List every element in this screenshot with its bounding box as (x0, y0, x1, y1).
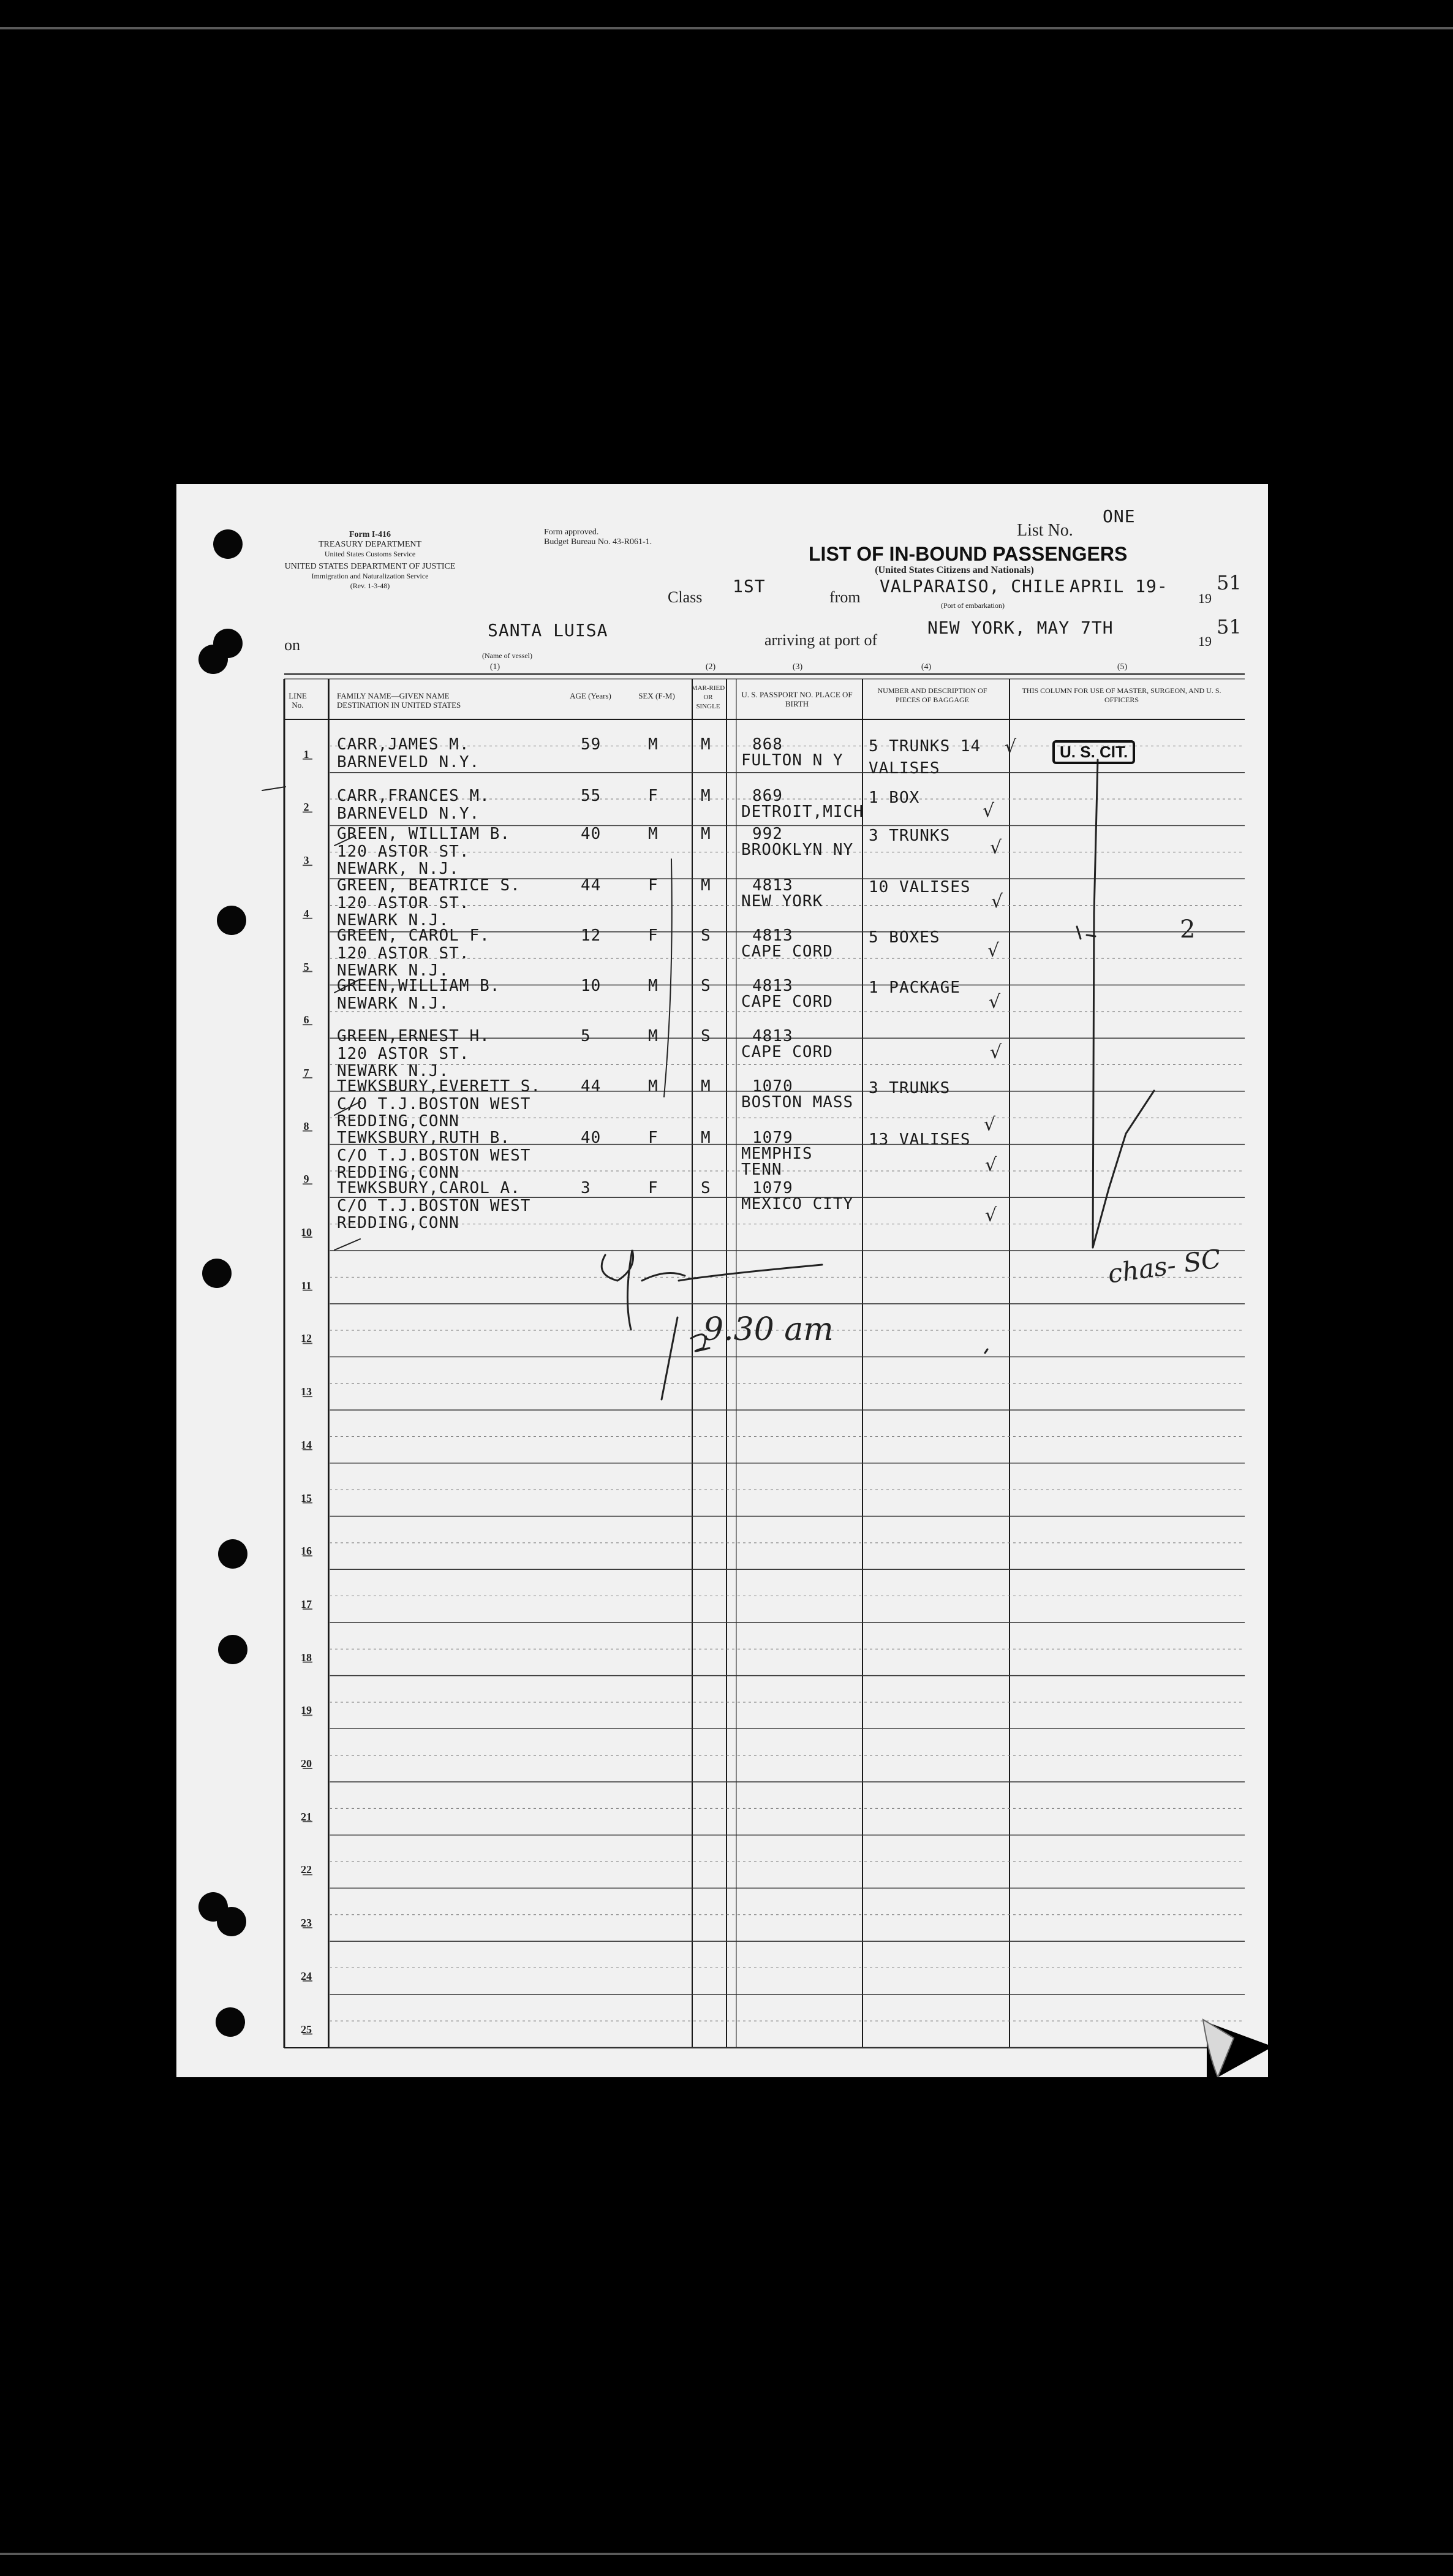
passenger-age: 12 (581, 926, 602, 945)
treasury-label: TREASURY DEPARTMENT (318, 540, 422, 549)
passport-number: 869 (752, 787, 783, 805)
passport-number: 4813 (752, 977, 793, 995)
manifest-title: LIST OF IN-BOUND PASSENGERS (809, 543, 1128, 565)
from-label: from (829, 588, 861, 606)
check-mark-icon: √ (985, 1154, 997, 1176)
line-number: 3 (303, 854, 309, 867)
passport-number: 868 (752, 735, 783, 754)
passenger-marital-status: M (701, 1077, 711, 1096)
passenger-name: GREEN,ERNEST H. (337, 1027, 490, 1045)
line-number: 14 (301, 1438, 312, 1451)
passenger-name: GREEN, CAROL F. (337, 926, 490, 945)
line-number: 20 (301, 1757, 312, 1770)
passenger-age: 10 (581, 977, 602, 995)
place-of-birth: CAPE CORD (741, 1043, 833, 1061)
passenger-destination: C/O T.J.BOSTON WEST REDDING,CONN (337, 1095, 531, 1131)
budget-bureau: Budget Bureau No. 43-R061-1. (544, 537, 652, 547)
check-mark-icon: √ (990, 837, 1002, 858)
passenger-name: TEWKSBURY,EVERETT S. (337, 1077, 542, 1096)
passenger-age: 55 (581, 787, 602, 805)
line-number: 8 (303, 1119, 309, 1132)
passenger-name: CARR,FRANCES M. (337, 787, 490, 805)
col-num-5: (5) (1117, 662, 1128, 672)
passenger-destination: C/O T.J.BOSTON WEST REDDING,CONN (337, 1197, 531, 1232)
baggage-description: 10 VALISES (869, 878, 971, 896)
line-number: 10 (301, 1226, 312, 1238)
line-number: 6 (303, 1013, 309, 1026)
place-of-birth: FULTON N Y (741, 751, 843, 770)
check-mark-icon: √ (985, 1205, 997, 1226)
header-officers: THIS COLUMN FOR USE OF MASTER, SURGEON, AND U. S. OFFICERS (1022, 686, 1221, 704)
passenger-name: CARR,JAMES M. (337, 735, 470, 754)
passport-number: 1079 (752, 1179, 793, 1197)
passenger-marital-status: S (701, 1179, 711, 1197)
line-number: 9 (303, 1173, 309, 1186)
passenger-sex: M (648, 735, 659, 754)
revision-label: (Rev. 1-3-48) (350, 581, 390, 590)
passenger-sex: M (648, 977, 659, 995)
passport-number: 1070 (752, 1077, 793, 1096)
col-num-1: (1) (489, 662, 500, 672)
port-caption: (Port of embarkation) (941, 601, 1005, 610)
passport-number: 4813 (752, 926, 793, 945)
line-number: 21 (301, 1810, 312, 1823)
page-curl (176, 484, 1268, 2077)
baggage-description: 13 VALISES (869, 1131, 971, 1149)
year-prefix-1: 19 (1198, 591, 1212, 606)
year-prefix-2: 19 (1198, 634, 1212, 649)
passenger-sex: F (648, 1179, 659, 1197)
passenger-sex: M (648, 1077, 659, 1096)
line-number: 16 (301, 1545, 312, 1558)
baggage-description: 5 BOXES (869, 928, 940, 947)
line-number: 4 (303, 907, 309, 920)
passenger-marital-status: S (701, 1027, 711, 1045)
baggage-description: 1 BOX (869, 789, 920, 807)
form-number: Form I-416 (349, 530, 391, 539)
header-age: AGE (Years) (570, 691, 611, 700)
header-sex: SEX (F-M) (638, 691, 675, 700)
check-mark-icon: √ (983, 800, 995, 822)
passport-number: 4813 (752, 876, 793, 895)
line-number: 11 (301, 1279, 312, 1292)
place-of-birth: MEXICO CITY (741, 1195, 854, 1213)
check-mark-icon: √ (1005, 737, 1017, 758)
us-citizen-stamp: U. S. CIT. (1052, 740, 1135, 764)
place-of-birth: CAPE CORD (741, 993, 833, 1011)
passenger-age: 59 (581, 735, 602, 754)
class-value: 1ST (733, 576, 766, 596)
baggage-description: 3 TRUNKS (869, 1079, 951, 1097)
check-mark-icon: √ (987, 940, 1000, 961)
passenger-destination: C/O T.J.BOSTON WEST REDDING,CONN (337, 1146, 531, 1182)
top-frame-line (0, 27, 1453, 29)
line-number: 22 (301, 1863, 312, 1876)
passenger-sex: F (648, 1129, 659, 1147)
embarkation-date: APRIL 19- (1070, 576, 1168, 596)
inspector-initials: chas- SC (1106, 1243, 1223, 1289)
embarkation-port: VALPARAISO, CHILE (880, 576, 1066, 596)
passenger-sex: F (648, 787, 659, 805)
col-num-2: (2) (705, 662, 716, 672)
year-suffix-1: 51 (1217, 571, 1242, 594)
passenger-destination: NEWARK N.J. (337, 994, 450, 1013)
customs-label: United States Customs Service (324, 550, 416, 558)
inspector-time-note: 9.30 am (703, 1311, 834, 1348)
passenger-name: GREEN, WILLIAM B. (337, 825, 511, 843)
col-num-3: (3) (792, 662, 803, 672)
line-number: 2 (303, 801, 309, 814)
place-of-birth: MEMPHIS TENN (741, 1145, 813, 1179)
passenger-age: 44 (581, 876, 602, 895)
passenger-destination: 120 ASTOR ST. NEWARK, N.J. (337, 843, 470, 878)
header-passport: U. S. PASSPORT NO. PLACE OF BIRTH (741, 690, 853, 708)
line-number: 5 (303, 960, 309, 973)
place-of-birth: NEW YORK (741, 892, 823, 911)
immigration-label: Immigration and Naturalization Service (311, 572, 429, 580)
passenger-sex: F (648, 876, 659, 895)
header-married: MAR-RIED OR SINGLE (691, 684, 725, 710)
passenger-marital-status: M (701, 735, 711, 754)
check-mark-icon: √ (990, 1042, 1002, 1063)
passenger-marital-status: M (701, 876, 711, 895)
col-num-4: (4) (921, 662, 932, 672)
line-number: 19 (301, 1704, 312, 1717)
arriving-label: arriving at port of (764, 631, 878, 649)
place-of-birth: DETROIT,MICH (741, 803, 864, 821)
passenger-destination: 120 ASTOR ST. NEWARK N.J. (337, 944, 470, 980)
place-of-birth: CAPE CORD (741, 942, 833, 961)
passenger-name: GREEN, BEATRICE S. (337, 876, 521, 895)
place-of-birth: BROOKLYN NY (741, 841, 854, 859)
line-number: 13 (301, 1385, 312, 1398)
passenger-marital-status: S (701, 977, 711, 995)
line-number: 25 (301, 2023, 312, 2036)
passenger-marital-status: M (701, 787, 711, 805)
passenger-destination: BARNEVELD N.Y. (337, 805, 480, 823)
passenger-destination: 120 ASTOR ST. NEWARK N.J. (337, 1045, 470, 1080)
vessel-name: SANTA LUISA (488, 620, 608, 640)
passenger-age: 3 (581, 1179, 591, 1197)
check-mark-icon: √ (991, 891, 1003, 912)
baggage-description: 3 TRUNKS (869, 827, 951, 845)
passenger-sex: F (648, 926, 659, 945)
passport-number: 992 (752, 825, 783, 843)
justice-label: UNITED STATES DEPARTMENT OF JUSTICE (284, 562, 456, 571)
passport-number: 4813 (752, 1027, 793, 1045)
class-label: Class (668, 588, 703, 606)
passenger-name: TEWKSBURY,CAROL A. (337, 1179, 521, 1197)
check-mark-icon: √ (989, 991, 1001, 1013)
on-label: on (284, 636, 300, 654)
passenger-manifest-page (176, 484, 1268, 2077)
form-approved: Form approved. (544, 528, 599, 537)
manifest-subtitle: (United States Citizens and Nationals) (875, 565, 1034, 575)
line-number: 23 (301, 1917, 312, 1930)
line-number: 18 (301, 1651, 312, 1664)
line-number: 24 (301, 1969, 312, 1982)
passenger-destination: 120 ASTOR ST. NEWARK N.J. (337, 894, 470, 930)
passenger-name: TEWKSBURY,RUTH B. (337, 1129, 511, 1147)
baggage-description: 5 TRUNKS 14 VALISES (869, 737, 981, 778)
passenger-age: 5 (581, 1027, 591, 1045)
place-of-birth: BOSTON MASS (741, 1093, 854, 1112)
line-number: 7 (303, 1066, 309, 1079)
passenger-marital-status: M (701, 1129, 711, 1147)
passenger-marital-status: S (701, 926, 711, 945)
passenger-age: 44 (581, 1077, 602, 1096)
list-no-value: ONE (1103, 506, 1136, 526)
line-number: 12 (301, 1332, 312, 1345)
passenger-sex: M (648, 825, 659, 843)
passenger-destination: BARNEVELD N.Y. (337, 753, 480, 771)
passenger-marital-status: M (701, 825, 711, 843)
line-number: 1 (303, 748, 309, 760)
passenger-sex: M (648, 1027, 659, 1045)
margin-number: 2 (1180, 915, 1196, 944)
passenger-age: 40 (581, 1129, 602, 1147)
vessel-caption: (Name of vessel) (482, 651, 532, 660)
bottom-frame-line (0, 2553, 1453, 2555)
arrival-port: NEW YORK, MAY 7TH (927, 618, 1114, 638)
line-number: 17 (301, 1597, 312, 1610)
baggage-description: 1 PACKAGE (869, 979, 960, 997)
passenger-age: 40 (581, 825, 602, 843)
check-mark-icon: √ (984, 1114, 996, 1135)
header-name: FAMILY NAME—GIVEN NAME DESTINATION IN UNITED STATES (337, 691, 461, 710)
header-line-no: LINE No. (289, 691, 307, 710)
year-suffix-2: 51 (1217, 615, 1242, 638)
passenger-name: GREEN,WILLIAM B. (337, 977, 500, 995)
line-number: 15 (301, 1491, 312, 1504)
header-baggage: NUMBER AND DESCRIPTION OF PIECES OF BAGGAGE (877, 686, 987, 704)
list-no-label: List No. (1017, 521, 1073, 540)
passport-number: 1079 (752, 1129, 793, 1147)
